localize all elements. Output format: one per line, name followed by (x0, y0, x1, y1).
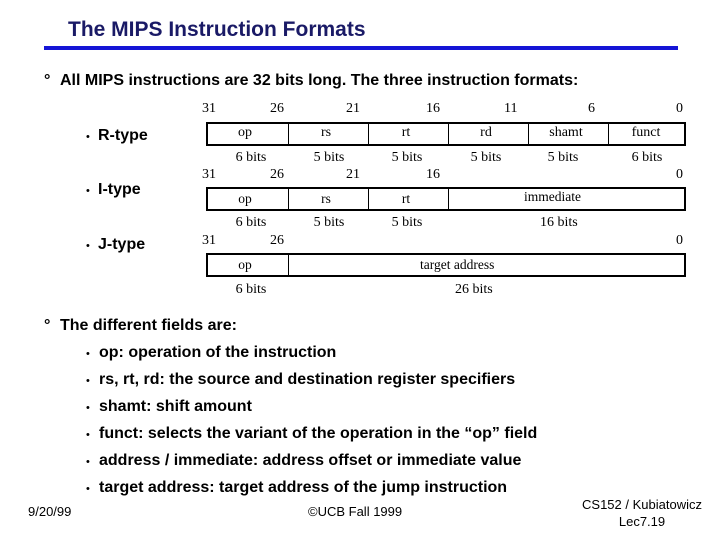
r-type-label: R-type (98, 127, 148, 144)
desc-bullet-1: • (86, 348, 90, 360)
r-bit-31: 31 (202, 101, 216, 116)
desc-bullet-5: • (86, 456, 90, 468)
footer-lecture: Lec7.19 (618, 514, 666, 529)
fields-heading: The different fields are: (60, 317, 237, 334)
i-field-op: op (238, 191, 252, 206)
intro-text: All MIPS instructions are 32 bits long. The three instruction formats: (60, 72, 579, 89)
r-bit-11: 11 (504, 101, 518, 116)
r-width-funct: 6 bits (631, 150, 663, 165)
slide-title: The MIPS Instruction Formats (68, 18, 366, 41)
i-bit-0: 0 (676, 167, 683, 182)
r-width-shamt: 5 bits (547, 150, 579, 165)
i-type-label: I-type (98, 181, 141, 198)
r-field-shamt: shamt (549, 125, 583, 140)
desc-target-address: target address: target address of the jump instruction (99, 479, 508, 496)
intro-marker: ° (44, 72, 51, 89)
r-bit-16: 16 (426, 101, 440, 116)
desc-funct: funct: selects the variant of the operation in the “op” field (99, 425, 538, 442)
title-underline (44, 46, 678, 50)
i-width-immediate: 16 bits (540, 215, 578, 230)
i-width-rs: 5 bits (313, 215, 345, 230)
i-field-rs: rs (321, 191, 331, 206)
r-field-rd: rd (480, 125, 492, 140)
desc-shamt: shamt: shift amount (99, 398, 252, 415)
desc-bullet-4: • (86, 429, 90, 441)
j-type-bullet: • (86, 240, 90, 252)
desc-op: op: operation of the instruction (99, 344, 337, 361)
i-width-rt: 5 bits (391, 215, 423, 230)
i-sep-3 (448, 189, 449, 209)
j-sep-1 (288, 255, 289, 275)
fields-heading-marker: ° (44, 317, 51, 334)
r-bit-26: 26 (270, 101, 284, 116)
footer-course: CS152 / Kubiatowicz (582, 497, 702, 512)
j-type-label: J-type (98, 236, 146, 253)
r-field-rt: rt (401, 125, 411, 140)
desc-bullet-2: • (86, 375, 90, 387)
j-bit-26: 26 (270, 233, 284, 248)
j-field-target-address: target address (420, 257, 495, 272)
footer-copyright: ©UCB Fall 1999 (308, 504, 403, 519)
r-width-op: 6 bits (235, 150, 267, 165)
i-type-bullet: • (86, 185, 90, 197)
i-bit-16: 16 (426, 167, 440, 182)
i-bit-31: 31 (202, 167, 216, 182)
r-width-rd: 5 bits (470, 150, 502, 165)
i-bit-26: 26 (270, 167, 284, 182)
r-field-funct: funct (631, 125, 661, 140)
desc-bullet-6: • (86, 483, 90, 495)
desc-bullet-3: • (86, 402, 90, 414)
footer-date: 9/20/99 (28, 504, 72, 519)
j-bit-0: 0 (676, 233, 683, 248)
r-width-rt: 5 bits (391, 150, 423, 165)
i-width-op: 6 bits (235, 215, 267, 230)
r-bit-0: 0 (676, 101, 683, 116)
j-width-target-address: 26 bits (455, 282, 493, 297)
j-field-op: op (238, 257, 252, 272)
r-bit-21: 21 (346, 101, 360, 116)
r-field-rs: rs (320, 125, 332, 140)
j-width-op: 6 bits (235, 282, 267, 297)
i-field-rt: rt (401, 191, 411, 206)
r-bit-6: 6 (588, 101, 595, 116)
desc-address-immediate: address / immediate: address offset or immediate value (99, 452, 522, 469)
j-bit-31: 31 (202, 233, 216, 248)
i-field-immediate: immediate (524, 189, 581, 204)
r-width-rs: 5 bits (313, 150, 345, 165)
desc-registers: rs, rt, rd: the source and destination register specifiers (99, 371, 516, 388)
r-field-op: op (238, 125, 252, 140)
i-bit-21: 21 (346, 167, 360, 182)
r-type-bullet: • (86, 131, 90, 143)
